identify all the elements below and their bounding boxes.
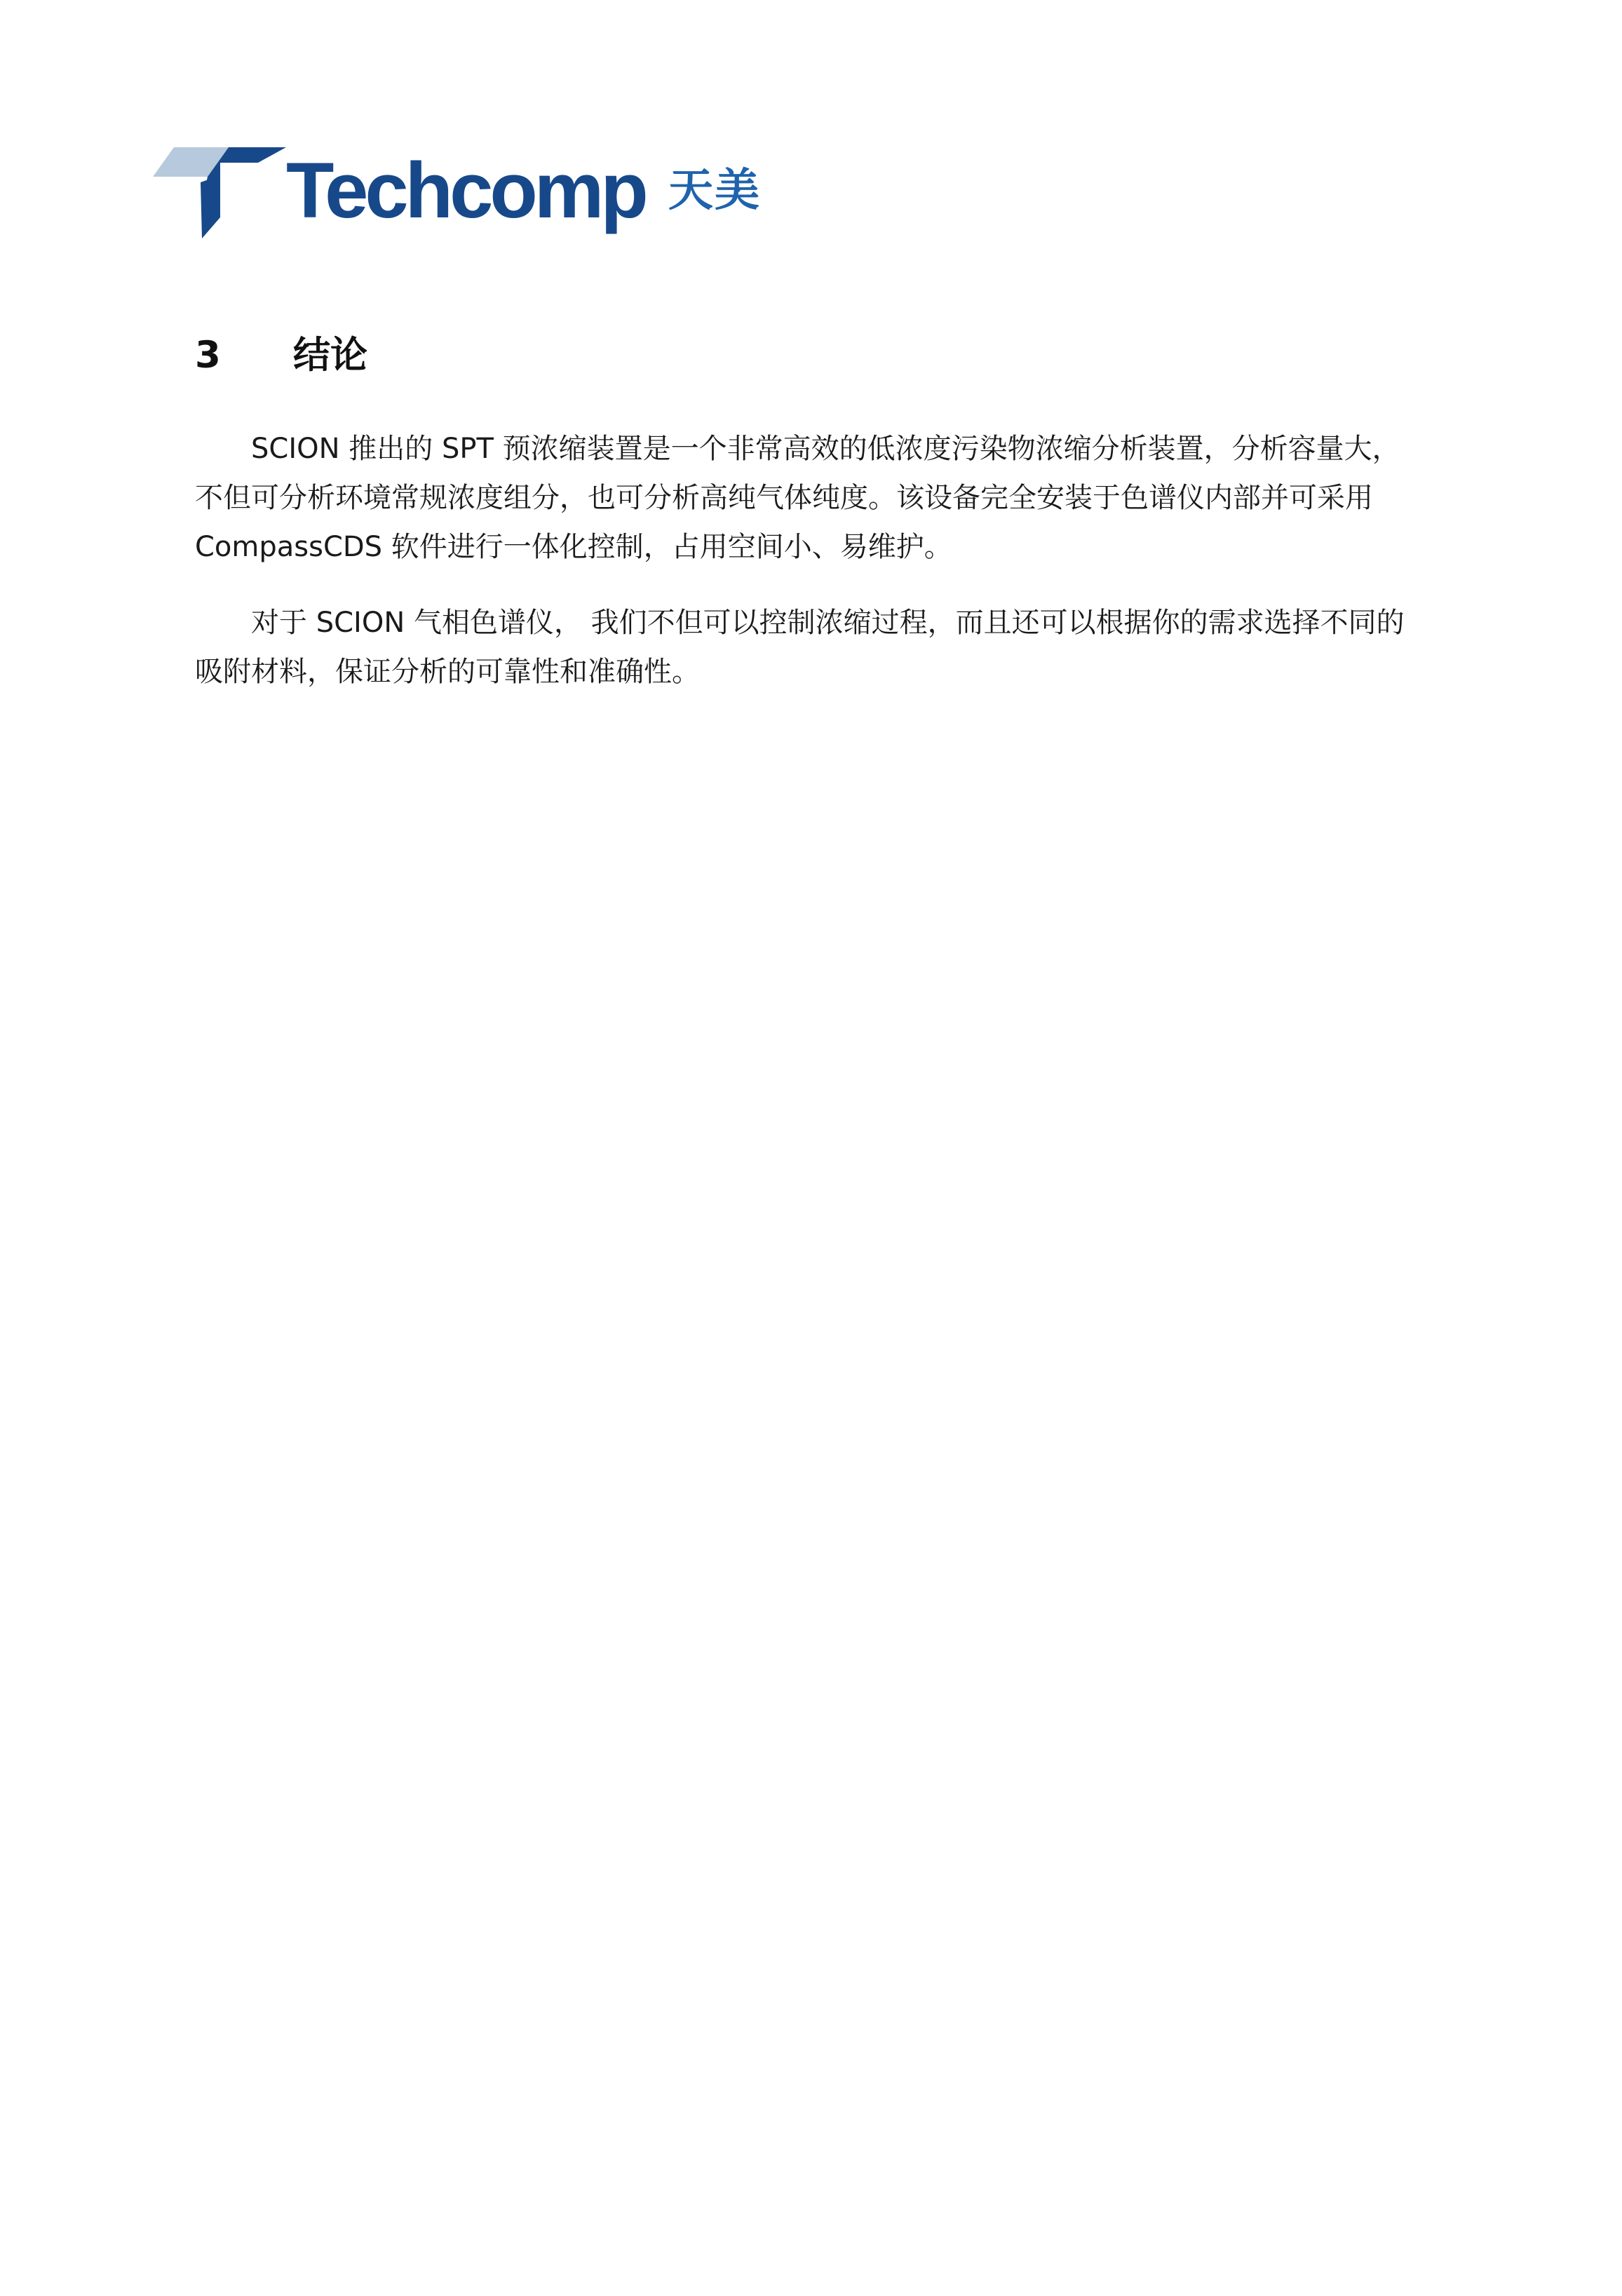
techcomp-logo-mark-icon bbox=[153, 147, 286, 238]
section-number: 3 bbox=[195, 334, 221, 377]
section-heading bbox=[195, 334, 367, 377]
paragraph-line: 不但可分析环境常规浓度组分，也可分析高纯气体纯度。该设备完全安装于色谱仪内部并可采用 bbox=[195, 482, 1373, 514]
paragraph-line: 吸附材料，保证分析的可靠性和准确性。 bbox=[195, 656, 700, 688]
paragraph-line: CompassCDS 软件进行一体化控制，占用空间小、易维护。 bbox=[195, 531, 952, 563]
logo-wordmark: Techcomp bbox=[286, 147, 645, 234]
logo-chinese-name: 天美 bbox=[668, 165, 761, 217]
paragraph-2 bbox=[195, 598, 1457, 696]
section-title: 结论 bbox=[293, 334, 367, 377]
paragraph-1 bbox=[195, 424, 1457, 572]
paragraph-line: SCION 推出的 SPT 预浓缩装置是一个非常高效的低浓度污染物浓缩分析装置，分析容量大， bbox=[251, 433, 1400, 465]
paragraph-line: 对于 SCION 气相色谱仪， 我们不但可以控制浓缩过程，而且还可以根据你的需求选择不同的 bbox=[251, 607, 1405, 639]
techcomp-logo bbox=[153, 147, 770, 238]
